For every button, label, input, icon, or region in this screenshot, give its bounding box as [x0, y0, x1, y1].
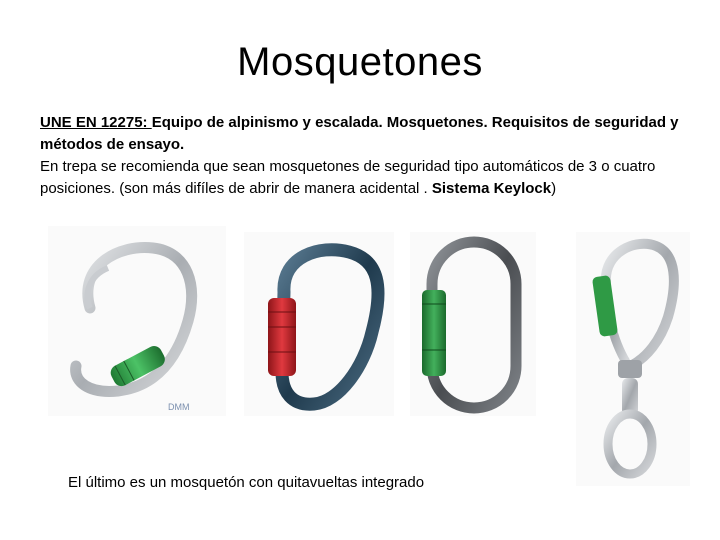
carabiner-oval-green-gate-image [410, 232, 536, 416]
recommendation-end: ) [551, 180, 557, 197]
dmm-logo: DMM [168, 402, 190, 412]
standard-code: UNE EN 12275: [40, 114, 152, 131]
carabiner-pear-green-gate-image [48, 226, 226, 416]
keylock-text: Sistema Keylock [431, 180, 552, 197]
caption: El último es un mosquetón con quitavueltas integrado [68, 474, 425, 491]
slide-title: Mosquetones [237, 40, 483, 84]
recommendation-text: En trepa se recomienda que sean mosquetones de seguridad tipo automáticos de 3 o cuatro posiciones. (son más difíles de abrir de manera acidental . [40, 158, 656, 197]
carabiner-hms-red-gate-icon [244, 232, 394, 416]
carabiner-swivel-green-gate-icon [576, 232, 690, 486]
carabiner-hms-red-gate-image [244, 232, 394, 416]
carabiner-swivel-green-gate-image [576, 232, 690, 486]
carabiner-oval-green-gate-icon [410, 232, 536, 416]
standard-description: Equipo de alpinismo y escalada. Mosquetones. Requisitos de seguridad y métodos de ensayo. [40, 114, 679, 153]
body-text [40, 112, 680, 200]
carabiner-pear-green-gate-icon [48, 226, 226, 416]
